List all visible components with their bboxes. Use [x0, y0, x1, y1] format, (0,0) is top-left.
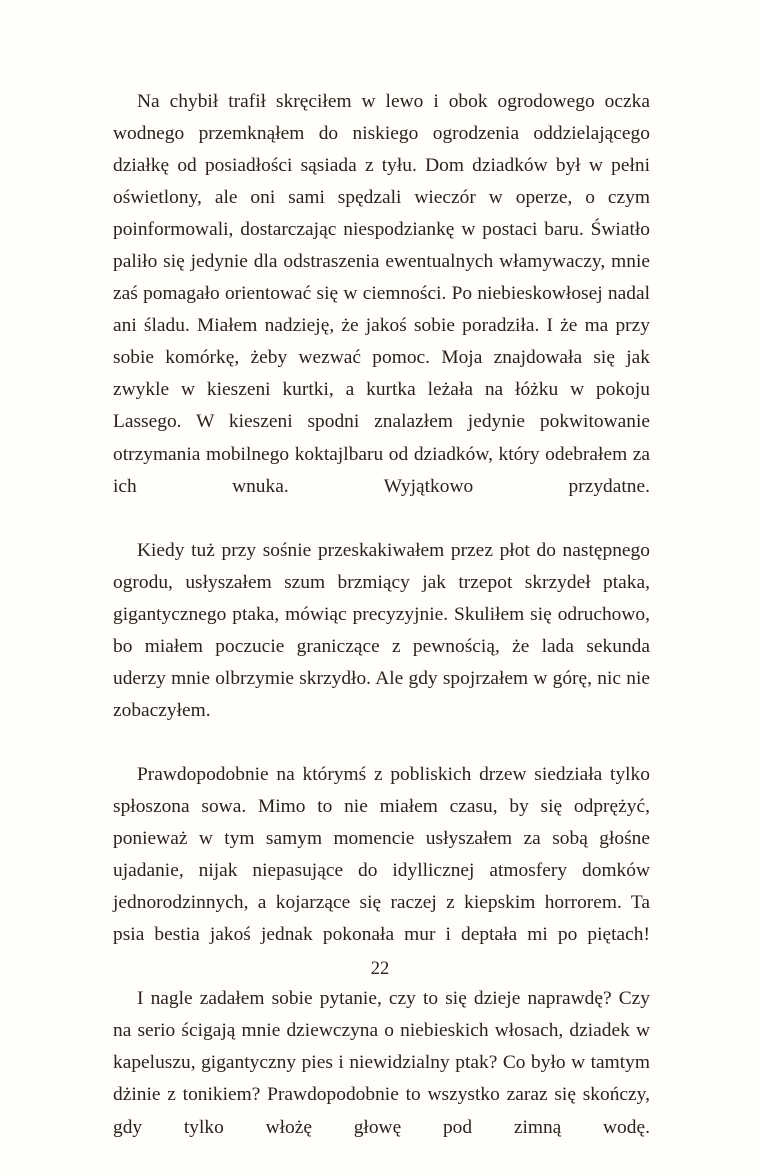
body-paragraph: Na chybił trafił skręciłem w lewo i obok ogrodowego oczka wodnego przemknąłem do niskiego ogrodzenia oddzielającego działkę od posiadłości sąsiada z tyłu. Dom dziadków był w pełni oświetlony, ale oni sami spędzali wieczór w operze, o czym poinformowali, dostarczając niespodziankę w postaci baru. Światło paliło się jedynie dla odstraszenia ewentualnych włamywaczy, mnie zaś pomagało orientować się w ciemności. Po niebieskowłosej nadal ani śladu. Miałem nadzieję, że jakoś sobie poradziła. I że ma przy sobie komórkę, żeby wezwać pomoc. Moja znajdowała się jak zwykle w kieszeni kurtki, a kurtka leżała na łóżku w pokoju Lassego. W kieszeni spodni znalazłem jedynie pokwitowanie otrzymania mobilnego koktajlbaru od dziadków, który odebrałem za ich wnuka. Wyjątkowo przydatne. [113, 91, 650, 497]
body-paragraph: I nagle zadałem sobie pytanie, czy to się dzieje naprawdę? Czy na serio ścigają mnie dziewczyna o niebieskich włosach, dziadek w kapeluszu, gigantyczny pies i niewidzialny ptak? Co było w tamtym dżinie z tonikiem? Prawdopodobnie to wszystko zaraz się skończy, gdy tylko włożę głowę pod zimną wodę. [113, 988, 650, 1138]
page-text-block [113, 86, 650, 1176]
body-paragraph: Prawdopodobnie na którymś z pobliskich drzew siedziała tylko spłoszona sowa. Mimo to nie miałem czasu, by się odprężyć, ponieważ w tym samym momencie usłyszałem za sobą głośne ujadanie, nijak niepasujące do idyllicznej atmosfery domków jednorodzinnych, a kojarzące się raczej z kiepskim horrorem. Ta psia bestia jakoś jednak pokonała mur i deptała mi po piętach! [113, 763, 650, 946]
body-paragraph: Kiedy tuż przy sośnie przeskakiwałem przez płot do następnego ogrodu, usłyszałem szum brzmiący jak trzepot skrzydeł ptaka, gigantycznego ptaka, mówiąc precyzyjnie. Skuliłem się odruchowo, bo miałem poczucie graniczące z pewnością, że lada sekunda uderzy mnie olbrzymie skrzydło. Ale gdy spojrzałem w górę, nic nie zobaczyłem. [113, 539, 650, 721]
page-number: 22 [370, 959, 390, 979]
